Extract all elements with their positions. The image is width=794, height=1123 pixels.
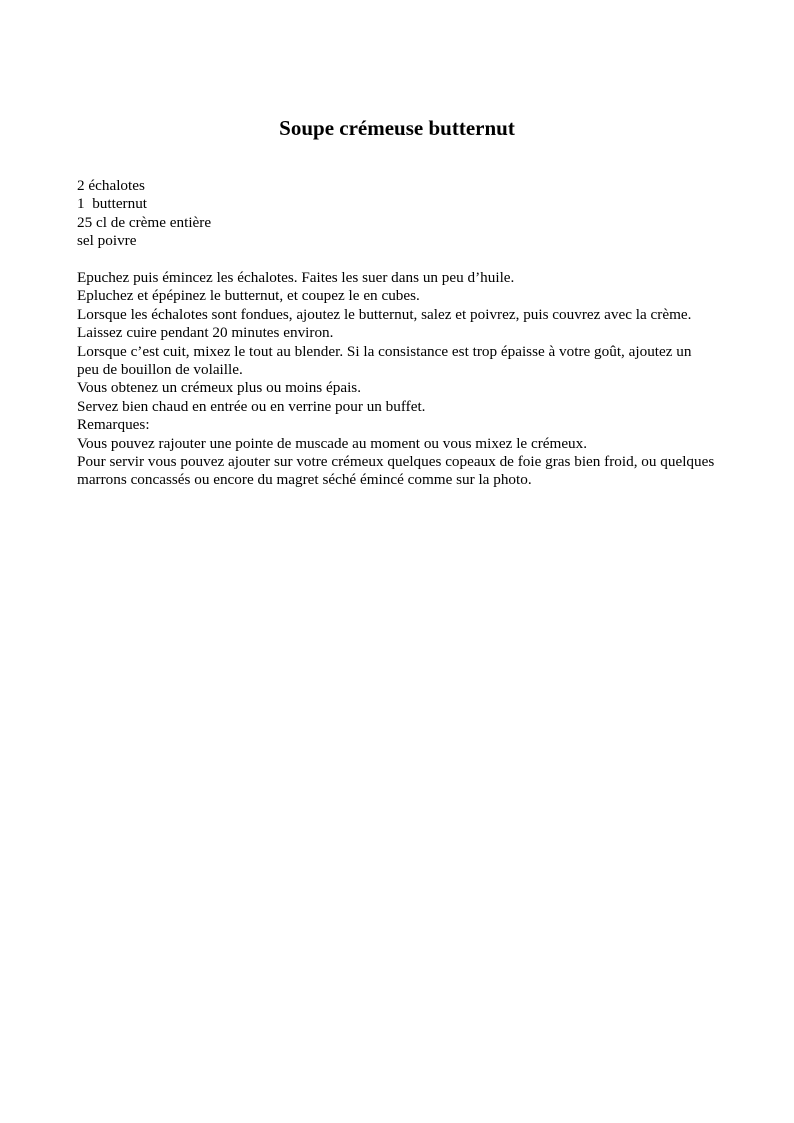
ingredient-list [77, 177, 717, 251]
instruction-line: Epluchez et épépinez le butternut, et coupez le en cubes. [77, 287, 420, 305]
instruction-line: Lorsque les échalotes sont fondues, ajoutez le butternut, salez et poivrez, puis couvrez avec la crème. [77, 305, 692, 323]
page-title: Soupe crémeuse butternut [279, 116, 515, 140]
ingredient-item: 1 butternut [77, 195, 148, 213]
paragraph-spacer [77, 251, 717, 269]
instruction-line: Epuchez puis émincez les échalotes. Faites les suer dans un peu d’huile. [77, 269, 515, 287]
remarks-heading: Remarques: [77, 416, 150, 434]
ingredient-item: sel poivre [77, 232, 137, 250]
instruction-line: Servez bien chaud en entrée ou en verrine pour un buffet. [77, 397, 426, 415]
recipe-body [77, 177, 717, 490]
ingredient-item: 2 échalotes [77, 177, 145, 194]
instruction-list [77, 269, 717, 490]
ingredient-item: 25 cl de crème entière [77, 213, 212, 231]
instruction-line: Lorsque c’est cuit, mixez le tout au blender. Si la consistance est trop épaisse à votre goût, ajoutez un peu de bouillon de volaille. [77, 342, 696, 379]
instruction-line: Laissez cuire pendant 20 minutes environ. [77, 324, 334, 342]
remark-line: Pour servir vous pouvez ajouter sur votre crémeux quelques copeaux de foie gras bien froid, ou quelques marrons concassés ou encore du magret séché émincé comme sur la photo. [77, 453, 719, 489]
remark-line: Vous pouvez rajouter une pointe de muscade au moment ou vous mixez le crémeux. [77, 434, 588, 452]
instruction-line: Vous obtenez un crémeux plus ou moins épais. [77, 379, 362, 397]
